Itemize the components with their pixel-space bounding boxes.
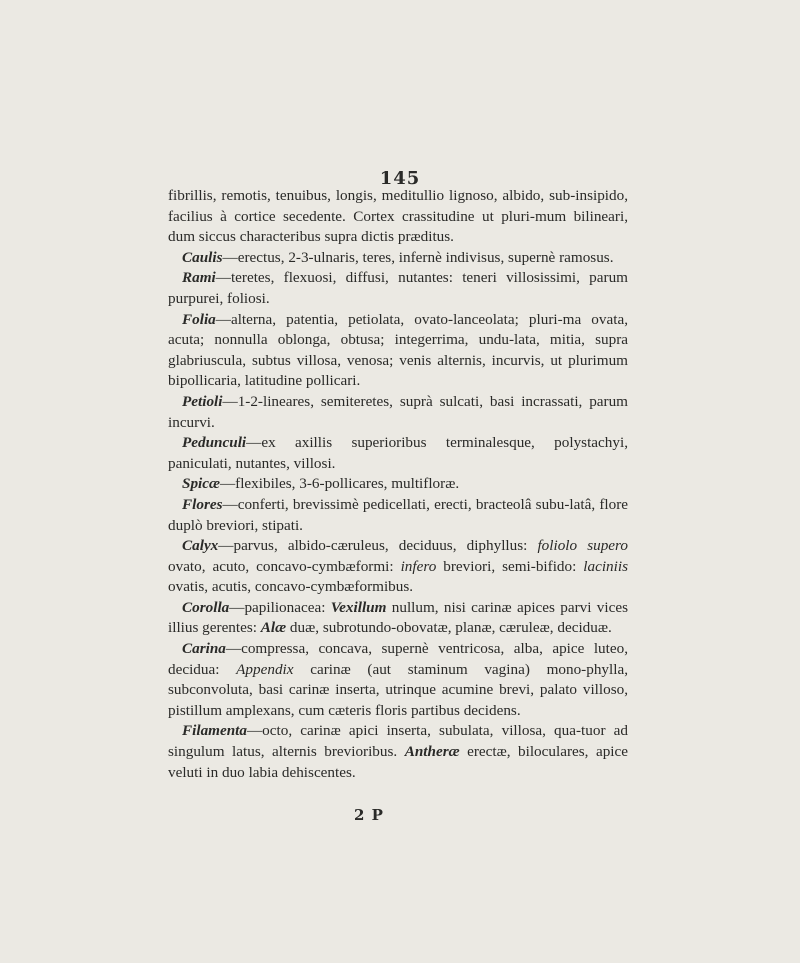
entry-text: nullum, nisi carinæ apices parvi vices illius gerentes: (168, 598, 628, 637)
entry-text: —erectus, 2-3-ulnaris, teres, infernè indivisus, supernè ramosus. (222, 248, 614, 266)
entry-text: —teretes, flexuosi, diffusi, nutantes: teneri villosissimi, parum purpurei, foliosi. (168, 269, 628, 307)
entry-text: —parvus, albido-cæruleus, deciduus, diphyllus: (218, 537, 538, 555)
entry-folia (168, 310, 628, 392)
entry-calyx (168, 536, 628, 598)
entry-text: ovato, acuto, concavo-cymbæformi: (168, 557, 401, 575)
italic-term: foliolo supero (537, 537, 628, 555)
entry-term: Rami (182, 269, 216, 287)
entry-text: —conferti, brevissimè pedicellati, erecti, bracteolâ subu-latâ, flore duplò breviori, stipati. (168, 495, 628, 534)
entry-text: —ex axillis superioribus terminalesque, polystachyi, paniculati, nutantes, villosi. (168, 434, 628, 472)
entry-term: Filamenta (182, 722, 247, 740)
entry-text: breviori, semi-bifido: (436, 557, 584, 575)
entry-rami (168, 268, 628, 309)
entry-carina (168, 639, 628, 721)
entry-term: Petioli (182, 392, 223, 410)
entry-caulis (168, 248, 628, 269)
entry-term: Flores (182, 495, 223, 513)
entry-filamenta (168, 721, 628, 783)
page-number: 145 (379, 168, 421, 189)
entry-petioli (168, 392, 628, 433)
description-text (168, 186, 628, 783)
entry-term: Carina (182, 640, 226, 658)
italic-term: Antheræ (404, 743, 460, 761)
entry-spicae (168, 474, 628, 495)
signature-mark: 2 P (354, 806, 384, 824)
entry-term: Corolla (182, 598, 230, 616)
entry-corolla (168, 598, 628, 639)
italic-term: Alæ (260, 619, 287, 637)
italic-term: Vexillum (330, 598, 387, 616)
entry-text: —papilionacea: (229, 598, 331, 616)
intro-paragraph: fibrillis, remotis, tenuibus, longis, meditullio lignoso, albido, sub-insipido, facilius à cortice secedente. Cortex crassitudine ut pluri-mum bilineari, dum siccus characteribus supra dictis præditus. (168, 187, 628, 246)
italic-term: laciniis (583, 557, 628, 575)
entry-text: ovatis, acutis, concavo-cymbæformibus. (168, 578, 414, 596)
entry-term: Pedunculi (182, 434, 247, 452)
entry-text: —flexibiles, 3-6-pollicares, multifloræ. (219, 475, 460, 493)
entry-term: Calyx (182, 537, 219, 555)
entry-flores (168, 495, 628, 536)
entry-text: carinæ (aut staminum vagina) mono-phylla, subconvoluta, basi carinæ inserta, utrinque acumine brevi, palato villoso, pistillum amplexans, cum cæteris floris partibus decidens. (168, 660, 628, 719)
entry-term: Spicæ (182, 475, 220, 493)
entry-term: Folia (182, 310, 216, 328)
italic-term: Appendix (236, 660, 294, 678)
entry-term: Caulis (182, 248, 223, 266)
entry-text: —octo, carinæ apici inserta, subulata, villosa, qua-tuor ad singulum latus, alternis brevioribus. (168, 722, 628, 761)
entry-text: erectæ, biloculares, apice veluti in duo labia dehiscentes. (168, 743, 628, 781)
entry-text: duæ, subrotundo-obovatæ, planæ, cæruleæ, deciduæ. (286, 619, 612, 637)
entry-text: —alterna, patentia, petiolata, ovato-lanceolata; pluri-ma ovata, acuta; nonnulla oblonga, obtusa; integerrima, undu-lata, mitia, supra glabriuscula, subtus villosa, venosa; venis alternis, incurvis, ut plurimum bipollicaria, latitudine pollicari. (168, 310, 628, 390)
entry-text: —1-2-lineares, semiteretes, suprà sulcati, basi incrassati, parum incurvi. (168, 392, 628, 431)
italic-term: infero (400, 557, 437, 575)
entry-pedunculi (168, 433, 628, 474)
entry-text: —compressa, concava, supernè ventricosa, alba, apice luteo, decidua: (168, 640, 628, 678)
